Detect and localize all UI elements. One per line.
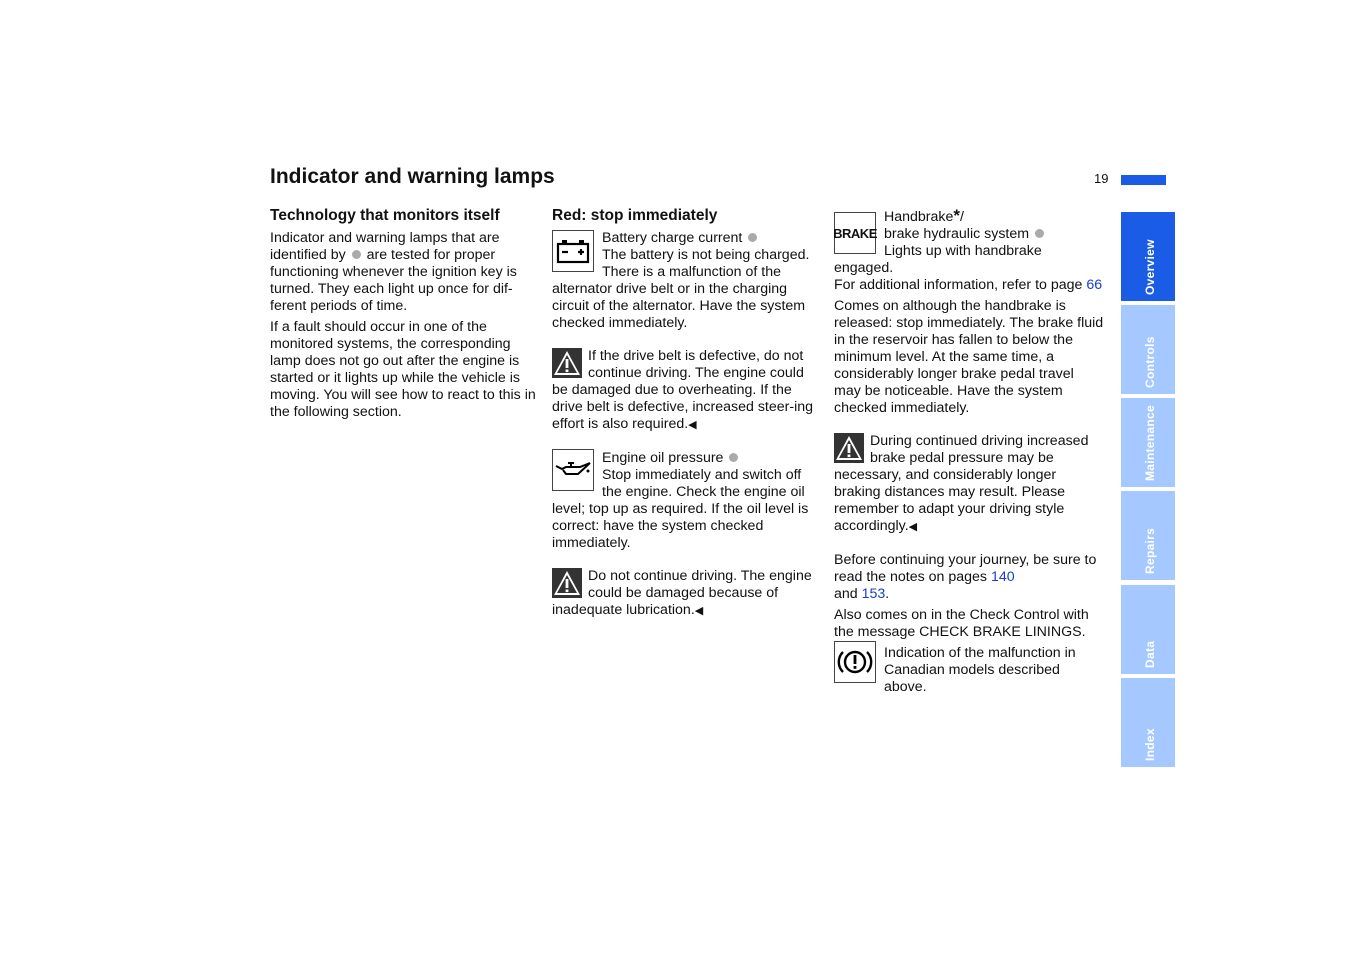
text-fragment: For additional information, refer to page [834, 277, 1087, 293]
tab-label: Index [1143, 728, 1157, 761]
indicator-dot-icon [1035, 229, 1044, 238]
tab-maintenance[interactable] [1121, 398, 1175, 487]
warning-triangle-icon [834, 433, 864, 463]
page-accent-bar [1121, 175, 1166, 185]
brake-icon [834, 212, 876, 254]
end-mark-icon: ◀ [688, 419, 697, 431]
tab-label: Repairs [1143, 527, 1157, 574]
brake-icon-label: BRAKE [833, 225, 877, 241]
tab-label: Overview [1143, 239, 1157, 295]
indicator-dot-icon [352, 250, 361, 259]
page-title: Indicator and warning lamps [270, 165, 555, 188]
column-brake [834, 207, 1104, 696]
warning-block-brake [834, 433, 1104, 536]
warning-block-oil [552, 568, 822, 620]
battery-title: Battery charge current [602, 230, 743, 246]
column-red-stop [552, 206, 822, 620]
text-fragment: are tested for proper functioning whenever the ignition key is turned. They each light up once for dif-ferent periods of time. [270, 247, 517, 314]
section-heading-technology: Technology that monitors itself [270, 207, 500, 224]
brake-system-title: brake hydraulic system [884, 226, 1030, 242]
column-technology [270, 206, 540, 425]
battery-block [552, 230, 822, 332]
page-link-153[interactable]: 153 [861, 586, 886, 602]
indicator-dot-icon [729, 453, 738, 462]
comes-on-paragraph: Comes on although the handbrake is released: stop immediately. The brake fluid in the reservoir has fallen to below the minimum level. At the same time, a considerably longer brake pedal travel may be noticeable. Have the system checked immediately. [834, 298, 1104, 416]
brake-block [834, 207, 1104, 294]
brake-text: Lights up with handbrake engaged. [834, 243, 1042, 276]
tab-label: Maintenance [1143, 405, 1157, 481]
check-control-paragraph: Also comes on in the Check Control with the message CHECK BRAKE LININGS. [834, 607, 1089, 640]
end-mark-icon: ◀ [908, 521, 918, 533]
text-fragment: Before continuing your journey, be sure to read the notes on pages [834, 552, 1097, 585]
end-mark-icon: ◀ [694, 605, 704, 617]
battery-icon [552, 230, 594, 272]
section-heading-red-stop: Red: stop immediately [552, 207, 718, 224]
brake-circle-icon [834, 641, 876, 683]
warning-text-belt: If the drive belt is defective, do not continue driving. The engine could be damaged due to overheating. If the drive belt is defective, increased steer-ing effort is also required. [552, 348, 814, 432]
refer-paragraph [834, 277, 1104, 294]
oil-text: Stop immediately and switch off the engine. Check the engine oil level; top up as required. If the oil level is correct: have the system checked immediately. [552, 467, 809, 551]
asterisk: * [953, 206, 961, 225]
warning-triangle-icon [552, 568, 582, 598]
battery-text: The battery is not being charged. There is a malfunction of the alternator drive belt or in the charging circuit of the alternator. Have the system checked immediately. [552, 247, 810, 331]
page-number: 19 [1094, 171, 1109, 186]
slash: / [960, 209, 964, 225]
page-link-66[interactable]: 66 [1086, 277, 1103, 293]
tab-label: Controls [1143, 336, 1157, 388]
tab-repairs[interactable] [1121, 491, 1175, 580]
text-fragment: . [885, 586, 890, 602]
paragraph-tested [270, 230, 540, 315]
before-paragraph [834, 552, 1104, 603]
oil-title: Engine oil pressure [602, 450, 724, 466]
canada-block [834, 645, 1104, 696]
text-fragment: and [834, 586, 862, 602]
tab-label: Data [1143, 640, 1157, 668]
warning-block-belt [552, 348, 822, 434]
tab-data[interactable] [1121, 585, 1175, 674]
canada-text: Indication of the malfunction in Canadian models described above. [884, 645, 1076, 695]
oil-block [552, 450, 822, 552]
page-link-140[interactable]: 140 [990, 569, 1015, 585]
handbrake-title: Handbrake [884, 209, 954, 225]
warning-text-oil: Do not continue driving. The engine could be damaged because of inadequate lubrication. [552, 568, 812, 618]
tab-controls[interactable] [1121, 305, 1175, 394]
indicator-dot-icon [748, 233, 757, 242]
tab-index[interactable] [1121, 678, 1175, 767]
warning-triangle-icon [552, 348, 582, 378]
paragraph-fault: If a fault should occur in one of the monitored systems, the corresponding lamp does not go out after the engine is started or it lights up while the vehicle is moving. You will see how to react to this in the following section. [270, 319, 536, 420]
warning-text-brake: During continued driving increased brake pedal pressure may be necessary, and considerably longer braking distances may result. Please remember to adapt your driving style accordingly. [834, 433, 1089, 534]
oil-can-icon [552, 449, 594, 491]
tab-overview[interactable] [1121, 212, 1175, 301]
text-fragment: Indicator and warning lamps that are identified by [270, 230, 500, 263]
